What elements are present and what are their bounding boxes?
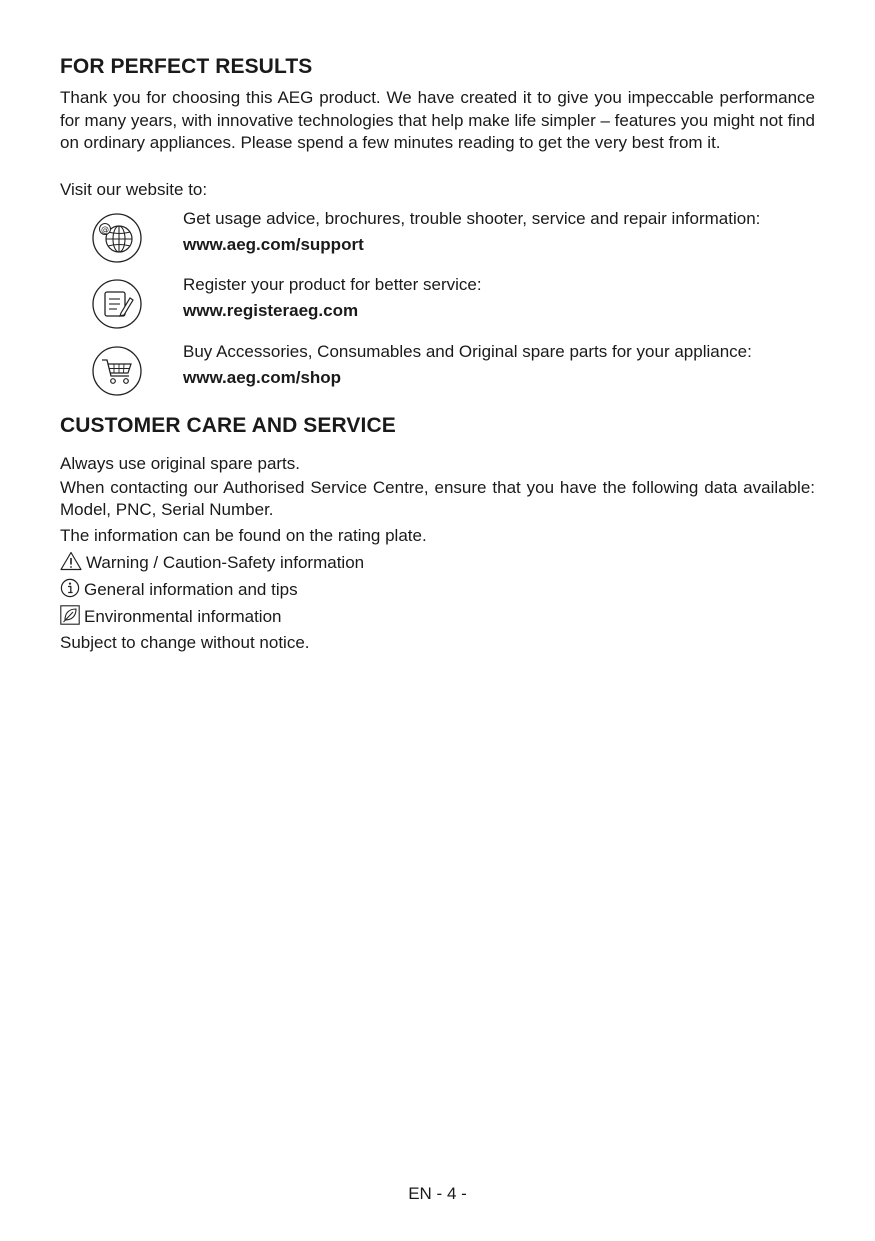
legend-environment-text: Environmental information (84, 607, 282, 626)
register-link-row (60, 275, 815, 338)
support-link[interactable]: www.aeg.com/support (183, 235, 364, 254)
section-title-customer-care: CUSTOMER CARE AND SERVICE (60, 414, 396, 437)
legend-warning-text: Warning / Caution-Safety information (86, 553, 365, 572)
warning-icon (60, 551, 82, 571)
legend-warning (60, 551, 364, 574)
contact-paragraph: When contacting our Authorised Service Centre, ensure that you have the following data available: Model, PNC, Serial Number. (60, 478, 815, 519)
support-link-description: Get usage advice, brochures, trouble shooter, service and repair information: (183, 209, 761, 228)
register-icon (91, 278, 143, 330)
legend-info (60, 578, 298, 601)
rating-plate-text: The information can be found on the rating plate. (60, 526, 427, 545)
visit-text: Visit our website to: (60, 180, 208, 199)
page-number: EN - 4 - (408, 1184, 467, 1203)
section-title-perfect-results: FOR PERFECT RESULTS (60, 55, 313, 78)
shop-link-description: Buy Accessories, Consumables and Original spare parts for your appliance: (183, 342, 752, 361)
spare-parts-text: Always use original spare parts. (60, 454, 301, 473)
legend-info-text: General information and tips (84, 580, 298, 599)
register-link[interactable]: www.registeraeg.com (183, 301, 359, 320)
shop-link[interactable]: www.aeg.com/shop (183, 368, 342, 387)
change-notice: Subject to change without notice. (60, 633, 310, 652)
info-icon (60, 578, 80, 598)
leaf-icon (60, 605, 80, 625)
cart-icon (91, 345, 143, 397)
support-link-row (60, 209, 815, 272)
intro-paragraph: Thank you for choosing this AEG product. We have created it to give you impeccable performance for many years, with innovative technologies that help make life simpler – features you might not find on ordinary appliances. Please spend a few minutes reading to get the very best from it. (60, 88, 815, 152)
legend-environment (60, 605, 281, 628)
shop-link-row (60, 342, 815, 405)
register-link-description: Register your product for better service: (183, 275, 482, 294)
svg-text:@: @ (101, 225, 109, 234)
globe-icon (91, 212, 143, 264)
